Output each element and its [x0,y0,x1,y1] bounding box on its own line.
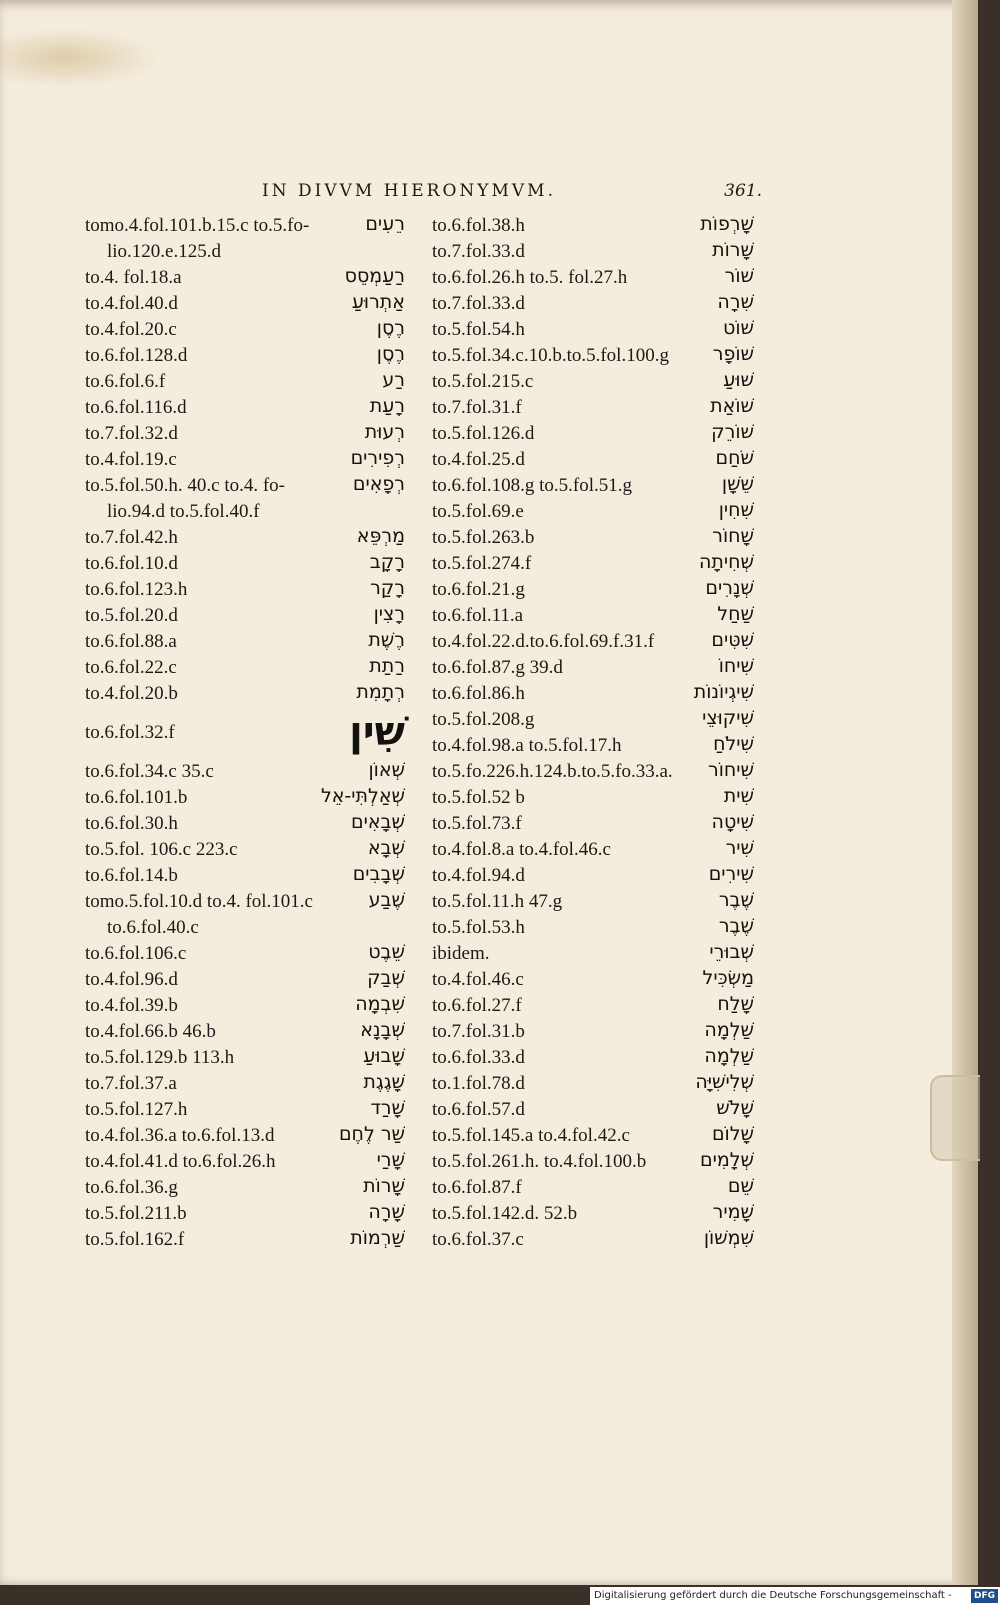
index-entry [432,291,754,317]
folio-reference: to.6.fol.86.h [432,683,525,704]
footer-text: Digitalisierung gefördert durch die Deutsche Forschungsgemeinschaft - [594,1590,952,1601]
index-entry [85,889,405,915]
hebrew-term: שִׁבְמָה [355,993,405,1015]
index-entry [85,473,405,499]
index-entry [432,343,754,369]
continuation-reference: lio.94.d to.5.fol.40.f [107,501,260,522]
index-entry [432,967,754,993]
index-entry [432,265,754,291]
index-entry [85,395,405,421]
folio-reference: to.6.fol.57.d [432,1099,525,1120]
index-entry [85,993,405,1019]
folio-reference: to.4.fol.36.a to.6.fol.13.d [85,1125,275,1146]
hebrew-term: שָׁבוּעַ [363,1045,405,1067]
index-entry [85,551,405,577]
hebrew-term: שְׁבַק [367,967,405,989]
folio-reference: to.6.fol.6.f [85,371,166,392]
folio-reference: to.7.fol.31.b [432,1021,525,1042]
folio-reference: to.4.fol.46.c [432,969,524,990]
folio-reference: to.5.fol.52 b [432,787,525,808]
dfg-logo: DFG [971,1589,998,1603]
index-entry [432,525,754,551]
continuation-reference: to.6.fol.40.c [107,917,199,938]
folio-reference: to.6.fol.32.f [85,722,175,743]
index-entry [432,421,754,447]
index-entry [85,811,405,837]
index-entry [432,1149,754,1175]
hebrew-term: שַׁר לֶחֶם [338,1123,405,1145]
folio-reference: to.5.fol.215.c [432,371,534,392]
folio-reference: to.6.fol.116.d [85,397,187,418]
hebrew-term: מַשְׂכִּיל [702,967,754,989]
hebrew-term: שׁוֹר [724,265,754,287]
folio-reference: to.5.fol.208.g [432,709,535,730]
index-entry [85,421,405,447]
right-index-column [432,213,754,1253]
folio-reference: to.6.fol.36.g [85,1177,178,1198]
left-index-column [85,213,405,1253]
hebrew-term: רַע [382,369,405,391]
hebrew-term: שִׁיחוֹר [707,759,754,781]
water-stain [0,28,160,88]
index-entry [432,811,754,837]
hebrew-term: שְׁבָאִים [350,811,405,833]
index-entry [85,759,405,785]
folio-reference: to.6.fol.26.h to.5. fol.27.h [432,267,628,288]
index-entry [432,577,754,603]
folio-reference: to.5.fol.73.f [432,813,522,834]
index-entry [85,1045,405,1071]
hebrew-term: שָׁחוֹר [712,525,754,547]
section-letter-heading: שִׁין [349,709,405,755]
hebrew-term: שַׁחַל [717,603,754,625]
index-entry [85,343,405,369]
index-entry [432,941,754,967]
hebrew-term: שִׁחִין [718,499,754,521]
index-entry [432,707,754,733]
folio-reference: to.7.fol.37.a [85,1073,177,1094]
folio-reference: to.5.fol.34.c.10.b.to.5.fol.100.g [432,345,669,366]
folio-reference: to.7.fol.33.d [432,241,525,262]
hebrew-term: שְׁאוֹן [368,759,405,781]
hebrew-term: שִׁטִּים [711,629,754,651]
folio-reference: to.6.fol.88.a [85,631,177,652]
index-entry [85,291,405,317]
hebrew-term: שֶׁבֶר [718,915,754,937]
index-entry [85,655,405,681]
index-entry [85,213,405,239]
index-entry [85,837,405,863]
folio-reference: to.5.fol.127.h [85,1099,188,1120]
index-entry [432,629,754,655]
index-entry [432,551,754,577]
index-entry [432,213,754,239]
book-clasp [930,1075,980,1161]
folio-reference: to.6.fol.37.c [432,1229,524,1250]
hebrew-term: שָׁרְפוֹת [700,213,754,235]
folio-reference: to.6.fol.38.h [432,215,525,236]
index-entry [85,1097,405,1123]
index-entry [432,239,754,265]
hebrew-term: שִׁילֹחַ [713,733,754,755]
index-entry [432,1175,754,1201]
index-entry [85,603,405,629]
index-entry [432,863,754,889]
hebrew-term: שָׁרַד [370,1097,405,1119]
hebrew-term: רָקַר [370,577,405,599]
folio-reference: to.5.fol.145.a to.4.fol.42.c [432,1125,630,1146]
hebrew-term: רֶסֶן [376,343,405,365]
index-entry [85,1175,405,1201]
hebrew-term: שָׁלֹשׁ [716,1097,754,1119]
folio-reference: to.5.fol.263.b [432,527,535,548]
folio-reference: to.5.fol.20.d [85,605,178,626]
folio-reference: to.5.fo.226.h.124.b.to.5.fo.33.a. [432,761,673,782]
folio-reference: to.6.fol.87.g 39.d [432,657,563,678]
page-edge [952,0,978,1585]
hebrew-term: שִׁיגְיוֹנוֹת [693,681,754,703]
hebrew-term: שִׁיחוֹ [718,655,754,677]
folio-reference: to.4.fol.96.d [85,969,178,990]
folio-reference: to.4.fol.19.c [85,449,177,470]
hebrew-term: שֶׁבַע [368,889,405,911]
hebrew-term: רֵעִים [365,213,405,235]
hebrew-term: רַעַמְסֵס [344,265,405,287]
folio-reference: ibidem. [432,943,490,964]
page-number: 361. [724,181,762,201]
index-entry [85,1149,405,1175]
hebrew-term: אַתְרוּעַ [351,291,405,313]
index-entry [432,785,754,811]
hebrew-term: רָעַת [369,395,405,417]
hebrew-term: שָׁרַי [376,1149,405,1171]
hebrew-term: שׁוֹאַת [710,395,754,417]
hebrew-term: רַתַת [369,655,405,677]
folio-reference: to.5.fol.211.b [85,1203,187,1224]
hebrew-term: שְׁאַלְתִּי-אֵל [320,785,405,807]
folio-reference: to.6.fol.21.g [432,579,525,600]
folio-reference: to.5.fol.162.f [85,1229,185,1250]
hebrew-term: שֵׁשָׁן [721,473,754,495]
hebrew-term: שָׁגֶגֶת [363,1071,405,1093]
folio-reference: to.7.fol.42.h [85,527,178,548]
folio-reference: to.7.fol.32.d [85,423,178,444]
index-entry [85,447,405,473]
hebrew-term: רְעוּת [364,421,405,443]
folio-reference: to.6.fol.14.b [85,865,178,886]
hebrew-term: רֶשֶׁת [368,629,405,651]
folio-reference: to.4.fol.94.d [432,865,525,886]
folio-reference: to.6.fol.128.d [85,345,188,366]
hebrew-term: רְפָאִים [352,473,405,495]
hebrew-term: שִׁמְשׁוֹן [703,1227,754,1249]
hebrew-term: שִׁיר [725,837,754,859]
index-entry [432,1045,754,1071]
index-entry [85,1227,405,1253]
hebrew-term: שֹׁחַם [715,447,754,469]
index-entry [85,915,405,941]
folio-reference: to.6.fol.33.d [432,1047,525,1068]
hebrew-term: שְׁבָנָא [360,1019,405,1041]
hebrew-term: שִׁירִים [708,863,754,885]
index-entry [432,759,754,785]
index-entry [432,499,754,525]
hebrew-term: רְתָמִת [356,681,405,703]
index-entry [432,993,754,1019]
hebrew-term: שָׁרוֹת [363,1175,405,1197]
folio-reference: to.6.fol.11.a [432,605,524,626]
index-entry [85,1019,405,1045]
folio-reference: to.6.fol.101.b [85,787,188,808]
hebrew-term: רָקָב [369,551,405,573]
folio-reference: to.1.fol.78.d [432,1073,525,1094]
hebrew-term: שָׁלַח [717,993,754,1015]
index-entry [432,395,754,421]
index-entry [432,915,754,941]
index-entry [85,239,405,265]
index-entry [85,1201,405,1227]
folio-reference: to.4.fol.8.a to.4.fol.46.c [432,839,611,860]
folio-reference: tomo.5.fol.10.d to.4. fol.101.c [85,891,313,912]
index-entry [432,889,754,915]
index-entry [432,655,754,681]
hebrew-term: שְׁחִיתָה [698,551,754,573]
hebrew-term: שִׁיטָה [711,811,754,833]
index-entry [432,317,754,343]
folio-reference: to.7.fol.33.d [432,293,525,314]
folio-reference: to.6.fol.108.g to.5.fol.51.g [432,475,633,496]
folio-reference: to.7.fol.31.f [432,397,522,418]
folio-reference: to.4.fol.25.d [432,449,525,470]
folio-reference: to.4.fol.66.b 46.b [85,1021,216,1042]
hebrew-term: מַרְפֵּא [356,525,405,547]
index-entry [432,1227,754,1253]
index-entry [85,941,405,967]
hebrew-term: רְפִירִים [350,447,405,469]
hebrew-term: רֶסֶן [376,317,405,339]
hebrew-term: שֵׁבֶט [368,941,405,963]
index-entry [432,369,754,395]
hebrew-term: שַׁלְמָה [704,1019,754,1041]
folio-reference: tomo.4.fol.101.b.15.c to.5.fo- [85,215,310,236]
folio-reference: to.4.fol.20.b [85,683,178,704]
folio-reference: to.5.fol.54.h [432,319,525,340]
hebrew-term: שׁוּעַ [723,369,754,391]
hebrew-term: שְׁלָמִים [699,1149,754,1171]
folio-reference: to.4. fol.18.a [85,267,182,288]
index-entry [85,785,405,811]
folio-reference: to.6.fol.27.f [432,995,522,1016]
hebrew-term: שָׁרָה [368,1201,405,1223]
index-entry [432,1097,754,1123]
folio-reference: to.6.fol.22.c [85,657,177,678]
hebrew-term: שֵׁם [727,1175,754,1197]
folio-reference: to.4.fol.41.d to.6.fol.26.h [85,1151,276,1172]
hebrew-term: שָׁלוֹם [711,1123,754,1145]
index-entry [432,1201,754,1227]
index-entry [85,499,405,525]
folio-reference: to.4.fol.39.b [85,995,178,1016]
hebrew-term: שִׁרָה [717,291,754,313]
folio-reference: to.6.fol.106.c [85,943,187,964]
index-entry [432,837,754,863]
index-entry [85,707,405,759]
digitization-footer [590,1587,1000,1605]
folio-reference: to.6.fol.87.f [432,1177,522,1198]
index-entry [85,863,405,889]
hebrew-term: שְׁלִישִׁיָּה [695,1071,754,1093]
index-entry [85,1071,405,1097]
folio-reference: to.5.fol. 106.c 223.c [85,839,238,860]
hebrew-term: שְׁנָרִים [705,577,754,599]
index-entry [432,733,754,759]
folio-reference: to.5.fol.261.h. to.4.fol.100.b [432,1151,647,1172]
index-entry [432,1019,754,1045]
folio-reference: to.5.fol.11.h 47.g [432,891,563,912]
folio-reference: to.5.fol.126.d [432,423,535,444]
index-entry [85,525,405,551]
folio-reference: to.4.fol.40.d [85,293,178,314]
index-entry [432,1123,754,1149]
hebrew-term: שַׁלְמָה [704,1045,754,1067]
hebrew-term: שִׁית [723,785,754,807]
folio-reference: to.6.fol.123.h [85,579,188,600]
index-entry [432,681,754,707]
index-entry [85,629,405,655]
folio-reference: to.5.fol.50.h. 40.c to.4. fo- [85,475,286,496]
index-entry [432,1071,754,1097]
folio-reference: to.6.fol.34.c 35.c [85,761,214,782]
folio-reference: to.5.fol.69.e [432,501,524,522]
folio-reference: to.5.fol.142.d. 52.b [432,1203,578,1224]
folio-reference: to.6.fol.30.h [85,813,178,834]
continuation-reference: lio.120.e.125.d [107,241,221,262]
index-entry [85,967,405,993]
index-entry [85,369,405,395]
hebrew-term: שׁוֹט [723,317,754,339]
folio-reference: to.5.fol.53.h [432,917,525,938]
folio-reference: to.5.fol.129.b 113.h [85,1047,235,1068]
hebrew-term: שַׁרְמוֹת [350,1227,405,1249]
index-entry [85,265,405,291]
index-entry [432,603,754,629]
hebrew-term: שֶׁבֶר [718,889,754,911]
hebrew-term: שָׁרוֹת [712,239,754,261]
hebrew-term: שְׁבוּרֵי [709,941,754,963]
index-entry [85,681,405,707]
folio-reference: to.4.fol.22.d.to.6.fol.69.f.31.f [432,631,655,652]
index-entry [432,473,754,499]
folio-reference: to.5.fol.274.f [432,553,532,574]
hebrew-term: שׁוֹרֵק [711,421,754,443]
hebrew-term: שְׁבָא [367,837,405,859]
folio-reference: to.4.fol.20.c [85,319,177,340]
hebrew-term: שׁוֹפָר [712,343,754,365]
hebrew-term: שָׁמִיר [712,1201,754,1223]
index-entry [85,577,405,603]
index-entry [85,317,405,343]
index-entry [432,447,754,473]
index-entry [85,1123,405,1149]
running-header [262,181,762,209]
folio-reference: to.4.fol.98.a to.5.fol.17.h [432,735,622,756]
hebrew-term: שְׁבָבִים [352,863,405,885]
hebrew-term: רָצִין [373,603,405,625]
running-title: IN DIVVM HIERONYMVM. [262,181,556,201]
hebrew-term: שִׁיקוּצֵי [702,707,754,729]
folio-reference: to.6.fol.10.d [85,553,178,574]
